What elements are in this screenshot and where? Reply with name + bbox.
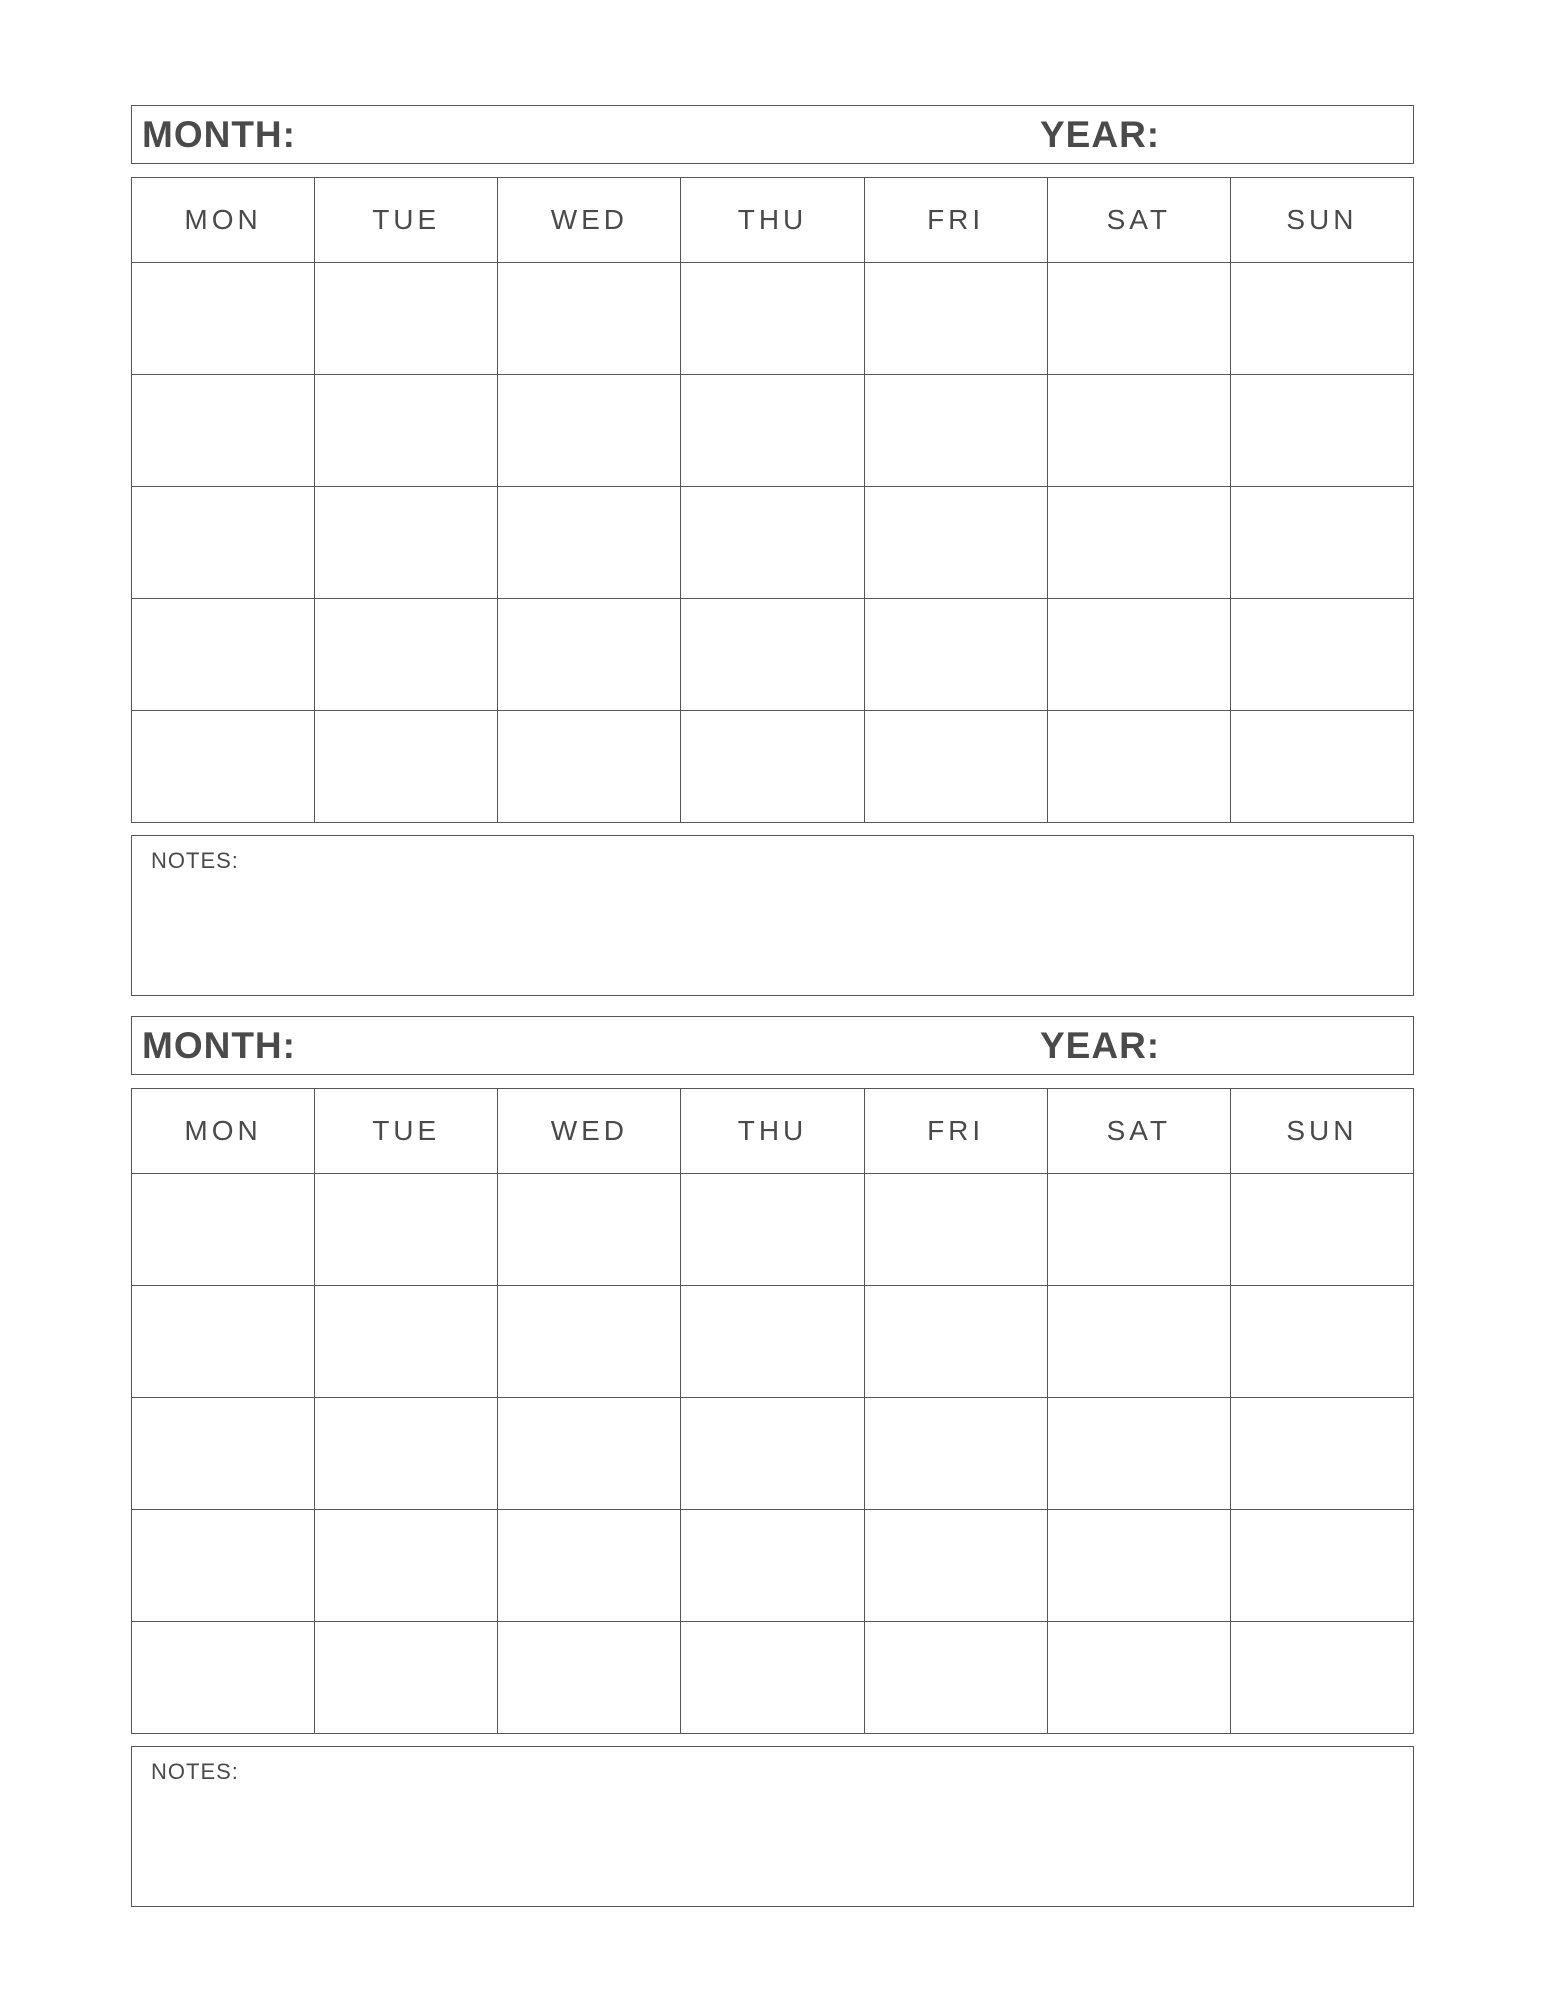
day-cell [315,375,498,487]
week-row [132,711,1414,823]
day-cell [1047,375,1230,487]
week-row [132,1510,1414,1622]
day-cell [864,487,1047,599]
day-cell [1230,599,1413,711]
month-year-header [131,105,1414,164]
weekday-thu: THU [681,178,864,263]
day-cell [315,1398,498,1510]
day-cell [1230,1622,1413,1734]
day-cell [864,599,1047,711]
week-row [132,375,1414,487]
day-cell [681,487,864,599]
weekday-mon: MON [132,178,315,263]
weekday-sun: SUN [1230,178,1413,263]
day-cell [498,1174,681,1286]
week-row [132,263,1414,375]
day-cell [132,375,315,487]
day-cell [1047,1510,1230,1622]
day-cell [498,1622,681,1734]
day-cell [315,1286,498,1398]
day-cell [1047,1622,1230,1734]
day-cell [681,1510,864,1622]
day-cell [864,1622,1047,1734]
year-label: YEAR: [1040,1024,1161,1066]
day-cell [498,599,681,711]
month-label: MONTH: [142,1024,296,1066]
weekday-sat: SAT [1047,178,1230,263]
day-cell [315,263,498,375]
day-cell [1230,1398,1413,1510]
day-cell [1230,375,1413,487]
notes-label: NOTES: [151,1759,239,1784]
day-cell [681,1174,864,1286]
day-cell [1047,711,1230,823]
day-cell [498,1398,681,1510]
weekday-tue: TUE [315,1089,498,1174]
day-cell [315,599,498,711]
day-cell [1047,599,1230,711]
day-cell [132,487,315,599]
day-cell [315,1622,498,1734]
week-row [132,1622,1414,1734]
day-cell [498,375,681,487]
day-cell [1230,1286,1413,1398]
day-cell [132,599,315,711]
day-cell [864,1398,1047,1510]
day-cell [864,375,1047,487]
day-cell [132,711,315,823]
day-cell [1047,487,1230,599]
weekday-tue: TUE [315,178,498,263]
day-cell [681,1286,864,1398]
week-row [132,1398,1414,1510]
day-cell [132,1398,315,1510]
day-cell [1230,1510,1413,1622]
day-cell [315,1174,498,1286]
year-label: YEAR: [1040,113,1161,155]
calendar-grid [131,177,1414,823]
calendar-grid [131,1088,1414,1734]
notes-box [131,835,1414,996]
weekday-header-row [132,1089,1414,1174]
week-row [132,1174,1414,1286]
month-year-header [131,1016,1414,1075]
day-cell [315,1510,498,1622]
notes-label: NOTES: [151,848,239,873]
day-cell [864,1174,1047,1286]
week-row [132,1286,1414,1398]
weekday-fri: FRI [864,1089,1047,1174]
weekday-mon: MON [132,1089,315,1174]
weekday-thu: THU [681,1089,864,1174]
day-cell [1047,263,1230,375]
weekday-wed: WED [498,1089,681,1174]
week-row [132,599,1414,711]
day-cell [132,1174,315,1286]
day-cell [1230,1174,1413,1286]
day-cell [498,263,681,375]
weekday-header-row [132,178,1414,263]
week-row [132,487,1414,599]
day-cell [864,1510,1047,1622]
day-cell [132,1286,315,1398]
day-cell [315,711,498,823]
day-cell [864,263,1047,375]
weekday-sat: SAT [1047,1089,1230,1174]
day-cell [1230,711,1413,823]
day-cell [681,599,864,711]
calendar-1 [131,105,1414,996]
day-cell [315,487,498,599]
weekday-fri: FRI [864,178,1047,263]
day-cell [498,1510,681,1622]
day-cell [498,487,681,599]
notes-box [131,1746,1414,1907]
day-cell [1047,1174,1230,1286]
day-cell [1230,487,1413,599]
day-cell [864,711,1047,823]
day-cell [681,263,864,375]
day-cell [864,1286,1047,1398]
day-cell [132,263,315,375]
day-cell [1047,1398,1230,1510]
day-cell [1047,1286,1230,1398]
weekday-wed: WED [498,178,681,263]
calendar-2 [131,1016,1414,1907]
day-cell [498,1286,681,1398]
day-cell [681,375,864,487]
day-cell [1230,263,1413,375]
day-cell [132,1510,315,1622]
day-cell [132,1622,315,1734]
day-cell [681,1622,864,1734]
day-cell [681,711,864,823]
month-label: MONTH: [142,113,296,155]
day-cell [681,1398,864,1510]
weekday-sun: SUN [1230,1089,1413,1174]
day-cell [498,711,681,823]
